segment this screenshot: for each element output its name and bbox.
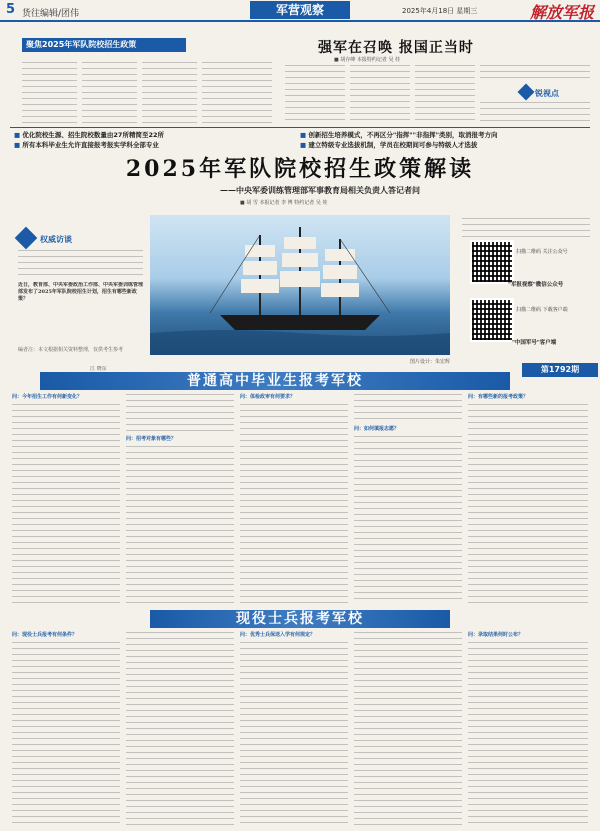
sharp-point-label: 锐视点	[535, 89, 559, 98]
section-banner: 军营观察	[250, 1, 350, 19]
issue-badge: 第1792期	[522, 363, 598, 377]
photo-caption: 图片设计：朱宏辉	[410, 359, 451, 365]
qa-heading: 问：现役士兵报考有何条件？	[12, 632, 78, 638]
qa-heading: 问：优秀士兵保送入学有何规定？	[240, 632, 316, 638]
qa-heading: 问：今年招生工作有何新变化？	[12, 394, 83, 400]
lead-title: 聚焦2025年军队院校招生政策	[22, 38, 186, 52]
text-column	[18, 250, 143, 280]
text-column	[240, 404, 348, 604]
text-column	[12, 404, 120, 604]
section-editor: 货往编辑/团伟	[22, 9, 80, 19]
main-title: 2025年军队院校招生政策解读	[125, 156, 475, 182]
text-column	[415, 65, 475, 125]
bullet-right-2: ■ 建立特级专业选拔机制，学员在校期间可参与特级人才选拔	[300, 140, 477, 149]
qr-caption-app: "中国军号"客户端	[512, 340, 557, 346]
qa-heading: 问：录取结果何时公布？	[468, 632, 524, 638]
interview-badge	[15, 227, 38, 250]
divider	[10, 127, 590, 128]
interview-label: 权威访谈	[40, 235, 72, 244]
tall-ship-photo	[150, 215, 450, 355]
text-column	[285, 65, 345, 125]
sharp-point-icon	[518, 84, 535, 101]
qr-label-wechat: 扫描二维码 关注公众号	[516, 249, 568, 255]
text-column	[468, 404, 588, 604]
section-high-school-banner: 普通高中毕业生报考军校	[40, 372, 510, 390]
qa-heading: 问：招考对象有哪些？	[126, 436, 177, 442]
byline-secondary: ■ 胡存峰 本报特约记者 吴 娃	[334, 57, 401, 63]
text-column	[22, 62, 77, 124]
text-column	[480, 102, 590, 124]
text-column	[82, 62, 137, 124]
bullet-left-1: ■ 优化院校生源、招生院校数量由27所精简至22所	[14, 130, 164, 139]
text-column	[126, 632, 234, 827]
qa-heading: 问：有哪些新的报考政策？	[468, 394, 529, 400]
main-subtitle: ——中央军委训练管理部军事教育局相关负责人答记者问	[220, 185, 420, 195]
editor-note: 编者注：本文根据相关资料整理，仅供考生参考	[18, 347, 124, 353]
qr-code-app[interactable]	[470, 298, 514, 342]
qr-label-app: 扫描二维码 下载客户端	[516, 307, 568, 313]
text-column	[126, 446, 234, 604]
qa-heading: 问：体检政审有何要求？	[240, 394, 296, 400]
text-column	[354, 394, 462, 424]
masthead-logo: 解放军报	[530, 3, 595, 22]
text-column	[354, 632, 462, 827]
text-column	[12, 642, 120, 827]
issue-date: 2025年4月18日 星期三	[402, 7, 478, 15]
qr-code-wechat[interactable]	[470, 240, 514, 284]
qr-caption-wechat: "军报视察"微信公众号	[508, 282, 564, 288]
text-column	[468, 642, 588, 827]
text-column	[126, 394, 234, 434]
text-column	[142, 62, 197, 124]
headline-secondary: 强军在召唤 报国正当时	[318, 40, 474, 56]
section-soldiers-banner: 现役士兵报考军校	[150, 610, 450, 628]
text-column	[240, 642, 348, 827]
text-column	[354, 436, 462, 604]
text-column	[202, 62, 272, 124]
text-column	[350, 65, 410, 125]
page-number: 5	[6, 2, 16, 17]
text-column	[480, 65, 590, 83]
interview-intro: 近日，教育部、中央军委政治工作部、中央军委训练管理部发布了2025年军队院校招生计划，招生有哪些新政策？	[18, 282, 143, 302]
bullet-left-2: ■ 所有本科毕业生允许直接报考报实学科全部专业	[14, 140, 159, 149]
text-column	[462, 218, 590, 238]
main-byline: ■ 胡 雪 本报记者 李 博 特约记者 吴 娃	[240, 200, 328, 206]
bullet-right-1: ■ 创新招生培养模式，不再区分"指挥""非指挥"类别，取消报考方向	[300, 130, 497, 139]
qa-heading: 问：如何填报志愿？	[354, 426, 400, 432]
interview-author: 江 晓东	[90, 366, 107, 372]
sailing-ship-illustration	[150, 215, 450, 355]
